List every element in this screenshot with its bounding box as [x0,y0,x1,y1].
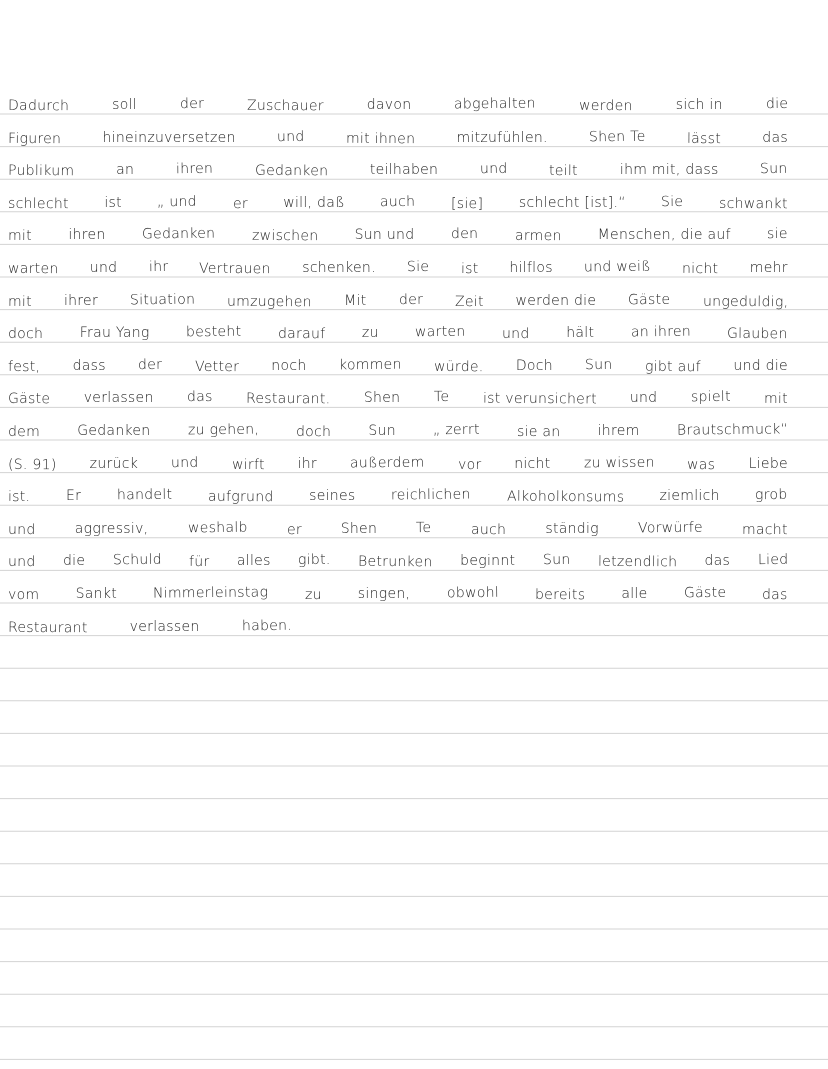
handwritten-word: und [89,260,118,276]
handwritten-word: weshalb [187,519,248,537]
handwritten-word: Sankt [75,586,118,602]
handwritten-word: würde. [433,358,484,375]
handwritten-word: wirft [231,456,265,473]
handwritten-word: Alkoholkonsums [506,488,624,506]
handwritten-word: Situation [129,291,196,308]
handwritten-word: mitzufühlen. [456,129,548,146]
handwritten-word: Dadurch [7,97,70,115]
handwritten-word: mit [763,391,789,408]
handwritten-word: Sun [760,161,788,178]
handwritten-word: Shen [363,390,401,407]
handwritten-word: teilt [549,163,579,180]
handwritten-word: für [188,554,210,571]
handwritten-word: und die [733,357,788,374]
handwritten-word: der [138,356,163,373]
handwritten-word: schlecht [ist].“ [518,194,626,211]
handwritten-line [8,246,788,278]
handwritten-word: spielt [690,389,731,406]
handwritten-word: Gäste [7,391,51,408]
handwritten-word: Gedanken [254,162,329,180]
handwritten-word: zu wissen [583,454,655,471]
handwritten-word: abgehalten [454,95,537,113]
handwritten-word: „ zerrt [432,421,480,439]
handwritten-word: gibt. [298,552,331,569]
handwritten-word: das [762,129,788,146]
handwritten-word: Sun und [354,227,415,244]
handwritten-word: ihm mit, dass [619,162,719,179]
handwritten-word: [sie] [451,195,484,212]
handwritten-word: Vorwürfe [638,519,704,537]
handwritten-line [8,344,788,376]
handwritten-word: beginnt [460,553,516,570]
handwritten-word: doch [295,423,332,441]
handwritten-line [8,605,788,637]
handwritten-line [8,474,788,506]
handwritten-word: außerdem [349,454,425,471]
handwritten-word: Sun [368,423,396,439]
handwritten-word: armen [514,228,562,245]
handwritten-word: handelt [116,486,173,504]
handwritten-word: Brautschmuck“ [676,421,788,439]
handwritten-word: sie [767,226,788,243]
handwritten-word: darauf [277,326,326,343]
handwritten-word: schwankt [719,195,788,213]
handwritten-word: hilflos [509,260,553,276]
handwritten-line [8,311,788,343]
handwritten-word: Gäste [628,291,671,308]
handwritten-word: zu gehen, [187,421,259,439]
handwritten-word: gibt auf [645,358,702,375]
handwritten-word: lässt [686,130,722,147]
handwritten-word: kommen [338,356,402,374]
handwritten-word: alle [621,586,648,602]
handwritten-word: besteht [185,323,242,341]
handwritten-word: aggressiv, [74,520,149,537]
handwritten-line [8,376,788,408]
handwritten-word: mit [7,228,32,245]
handwritten-word: Er [66,488,82,505]
handwritten-word: zu [361,325,379,342]
handwritten-word: ist verunsichert [482,390,597,408]
handwritten-word: ihrer [63,292,99,309]
handwritten-word: Glauben [727,325,788,343]
handwritten-word: den [450,226,479,243]
handwritten-word: warten [415,323,466,341]
handwritten-word: Betrunken [358,554,433,571]
handwritten-word: bereits [534,586,586,604]
handwritten-word: singen, [357,586,411,602]
handwritten-word: Zuschauer [246,97,324,115]
handwritten-word: und [171,454,199,471]
handwritten-line [8,442,788,474]
handwritten-word: seines [309,488,356,505]
handwritten-line [8,409,788,441]
handwritten-word: ist [460,260,479,278]
handwritten-word: Liebe [748,455,788,472]
handwritten-word: werden die [515,292,597,309]
handwritten-word: Figuren [7,130,62,147]
handwritten-line [8,181,788,213]
handwritten-word: nicht [514,455,551,472]
handwritten-word: Zeit [454,293,484,310]
handwritten-word: und [502,326,530,343]
handwritten-word: noch [271,357,307,374]
handwritten-word: obwohl [446,584,499,602]
handwritten-word: Menschen, die auf [597,227,731,244]
handwritten-word: „ und [157,193,198,211]
handwritten-word: Shen Te [588,128,646,145]
handwritten-word: Mit [344,292,367,309]
handwritten-word: dass [72,357,106,374]
handwritten-word: will, daß [283,194,345,211]
handwritten-word: Vetter [194,358,240,375]
handwritten-word: was [687,456,716,473]
handwritten-word: macht [742,521,788,538]
handwritten-word: ihr [148,258,169,276]
handwritten-word: die [62,553,86,570]
handwritten-word: teilhaben [369,162,439,179]
handwritten-word: Sie [661,193,684,210]
handwritten-word: zurück [89,455,139,472]
handwritten-word: und [276,128,305,145]
handwritten-word: ständig [545,520,599,537]
handwritten-word: zwischen [251,228,319,245]
handwritten-word: sich in [675,97,723,113]
handwritten-word: Gedanken [77,423,151,439]
handwritten-word: ungeduldig, [702,293,789,310]
handwritten-word: dem [7,423,41,441]
handwritten-word: ihren [175,160,214,178]
handwritten-word: Shen [340,520,378,537]
handwritten-word: hineinzuversetzen [102,129,236,146]
handwritten-word: vor [457,456,482,473]
handwritten-word: reichlichen [391,486,471,504]
handwritten-word: Frau Yang [79,325,150,342]
handwritten-word: Sun [585,356,613,373]
handwritten-word: und [629,390,658,407]
handwritten-word: mehr [749,260,788,276]
handwritten-line [8,539,788,571]
handwritten-word: das [762,586,788,604]
handwritten-line [8,507,788,539]
handwritten-word: auch [470,521,507,538]
handwritten-word: ihrem [597,423,640,439]
handwritten-word: Gedanken [141,226,216,243]
handwritten-word: der [398,291,423,308]
handwritten-word: verlassen [83,390,154,407]
handwritten-word: und [7,521,36,538]
handwritten-word: mit [7,293,32,310]
handwritten-word: soll [112,97,137,113]
handwritten-word: doch [7,326,44,343]
handwritten-word: ist. [7,489,31,506]
handwritten-word: letzendlich [597,554,678,571]
handwritten-word: das [704,553,731,570]
handwritten-line [8,148,788,180]
handwritten-word: aufgrund [207,488,274,506]
handwritten-word: er [286,521,302,538]
handwritten-word: Schuld [112,552,162,569]
handwritten-word: werden [579,97,633,115]
handwritten-word: auch [380,193,416,210]
handwritten-line [8,572,788,604]
handwritten-word: vom [7,586,40,604]
handwritten-word: warten [7,260,59,278]
handwritten-word: alles [236,553,271,570]
handwritten-word: zu [304,586,322,604]
handwritten-word: davon [366,97,412,113]
handwritten-word: und weiß [583,258,652,276]
handwritten-word: Publikum [7,162,75,180]
handwritten-word: und [7,554,36,571]
handwritten-word: sie an [516,423,561,441]
handwritten-word: an ihren [630,323,691,341]
handwritten-word: Restaurant [7,619,88,636]
handwritten-word: Vertrauen [199,260,272,278]
handwritten-word: schlecht [7,195,69,213]
handwritten-word: fest, [7,358,41,375]
handwritten-word: verlassen [129,618,200,635]
handwritten-word: ziemlich [659,488,720,505]
handwritten-word: Te [416,519,432,536]
handwritten-word: Doch [515,357,553,374]
handwritten-word: ihren [68,227,106,244]
handwritten-word: Te [433,389,450,406]
handwritten-word: ist [104,194,122,211]
handwritten-word: (S. 91) [7,456,57,473]
handwritten-word: umzugehen [227,293,313,310]
handwritten-line [8,279,788,311]
handwritten-word: Sun [542,552,571,569]
handwritten-word: Sie [406,258,430,276]
handwritten-word: und [479,161,508,178]
handwritten-word: schenken. [302,260,376,276]
handwritten-word: Nimmerleinstag [153,584,269,602]
handwritten-word: Lied [757,552,789,569]
handwritten-word: die [765,95,789,113]
handwritten-word: er [232,195,248,212]
handwritten-word: Gäste [683,584,727,602]
handwritten-line [8,83,788,115]
handwritten-line [8,213,788,245]
handwritten-word: ihr [297,455,317,472]
handwritten-word: Restaurant. [246,391,331,408]
handwritten-word: mit ihnen [345,130,416,147]
handwritten-word: haben. [241,617,292,634]
handwritten-word: hält [566,325,595,342]
handwritten-word: an [116,162,135,179]
handwritten-word: der [179,95,205,113]
handwritten-word: grob [755,487,789,504]
handwritten-word: das [186,389,213,406]
handwritten-line [8,116,788,148]
handwritten-word: nicht [682,260,719,278]
